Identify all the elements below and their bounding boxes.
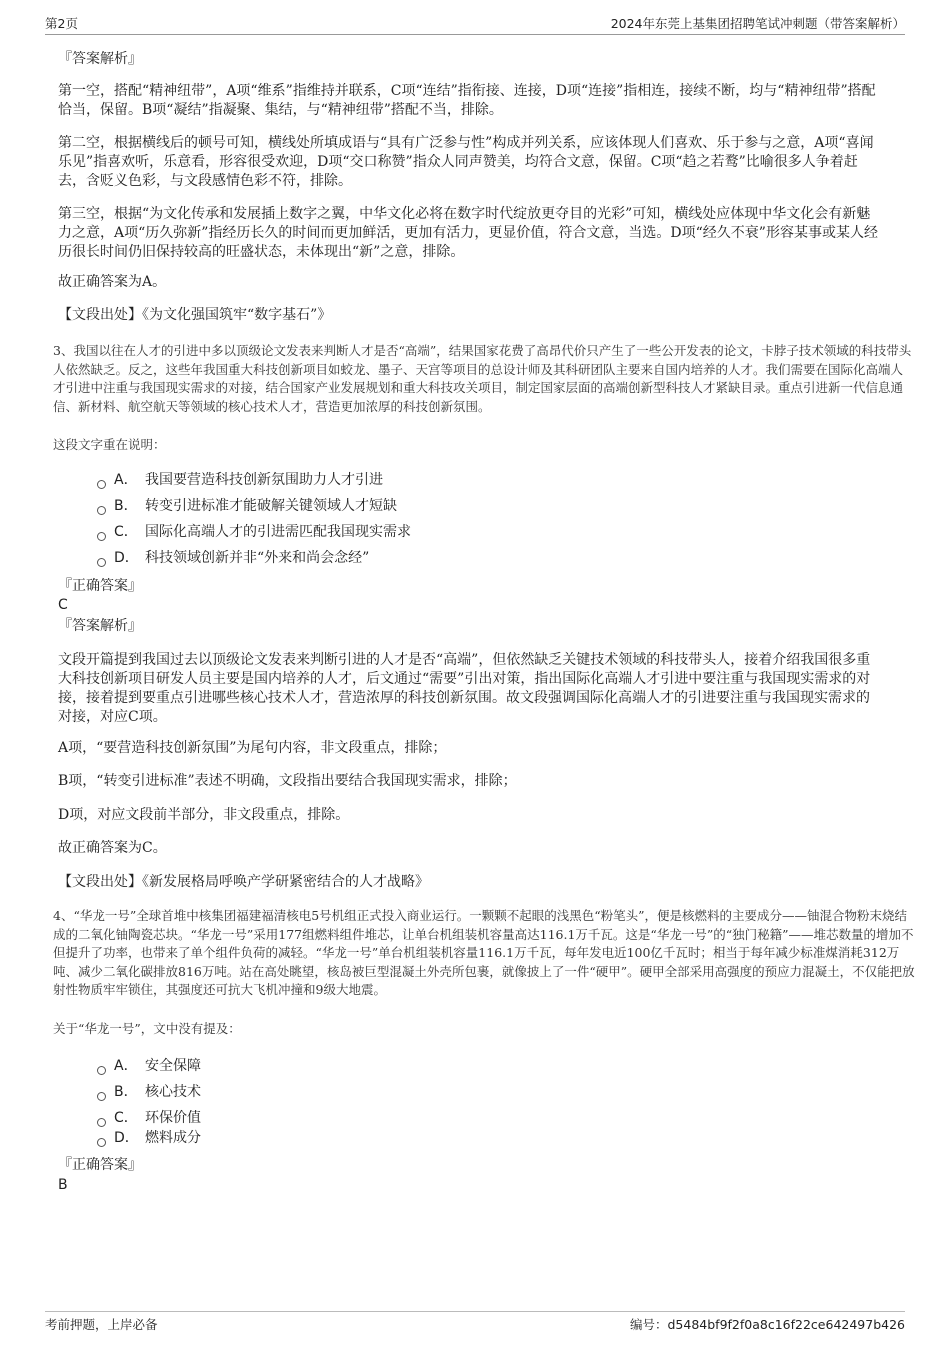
radio-button-icon[interactable] [97, 1138, 106, 1147]
q4-stem: 4、“华龙一号”全球首堆中核集团福建福清核电5号机组正式投入商业运行。一颗颗不起眼的浅黑色“粉笔头”，便是核燃料的主要成分——铀混合物粉末烧结成的二氧化铀陶瓷芯块。“华龙一号”采用177组燃料组件堆芯，让单台机组装机容量高达116.1万千瓦。这是“华龙一号”的“独门秘籍”——堆芯数量的增加不但提升了功率，也带来了单个组件负荷的减轻。“华龙一号”单台机组装机容量116.1万千瓦，每年发电近100亿千瓦时；相当于每年减少标准煤消耗312万吨、减少二氧化碳排放816万吨。站在高处眺望，核岛被巨型混凝土外壳所包裹，就像披上了一件“硬甲”。硬甲全部采用高强度的预应力混凝土，不仅能把放射性物质牢牢锁住，其强度还可抗大飞机冲撞和9级大地震。 [53, 908, 915, 997]
option-letter: A． [114, 472, 138, 488]
radio-button-icon[interactable] [97, 506, 106, 515]
option-letter: D． [114, 550, 139, 566]
q3-analysis-para-1: 文段开篇提到我国过去以顶级论文发表来判断引进的人才是否“高端”，但依然缺乏关键技术领域的科技带头人，接着介绍我国很多重大科技创新项目研发人员主要是国内培养的人才，后文通过“需要”引出对策，指出国际化高端人才引进中要注重与我国现实需求的对接，接着提到要重点引进哪些核心技术人才，营造浓厚的科技创新氛围。故文段强调国际化高端人才的引进要注重与我国现实需求的对接，对应C项。 [58, 652, 871, 725]
radio-button-icon[interactable] [97, 1092, 106, 1101]
q3-option-a[interactable] [97, 470, 383, 490]
q3-option-d[interactable] [97, 548, 369, 568]
q2-source: 【文段出处】《为文化强国筑牢“数字基石”》 [58, 307, 332, 323]
option-letter: A． [114, 1058, 138, 1074]
radio-button-icon[interactable] [97, 558, 106, 567]
q3-option-b[interactable] [97, 496, 397, 516]
q3-conclusion: 故正确答案为C。 [58, 840, 167, 856]
q3-source: 【文段出处】《新发展格局呼唤产学研紧密结合的人才战略》 [58, 874, 429, 890]
page-header [45, 14, 905, 35]
option-text: 燃料成分 [145, 1130, 201, 1146]
option-text: 核心技术 [145, 1084, 201, 1100]
q2-analysis-label: 『答案解析』 [58, 51, 142, 67]
q4-option-a[interactable] [97, 1056, 201, 1076]
footer-slogan: 考前押题，上岸必备 [45, 1317, 158, 1332]
page-number: 第2页 [45, 16, 78, 31]
option-text: 安全保障 [145, 1058, 201, 1074]
document-title: 2024年东莞上基集团招聘笔试冲刺题（带答案解析） [610, 16, 905, 31]
q3-analysis-line-b: B项，“转变引进标准”表述不明确，文段指出要结合我国现实需求，排除； [58, 773, 517, 789]
option-text: 科技领域创新并非“外来和尚会念经” [145, 550, 370, 566]
q3-stem: 3、我国以往在人才的引进中多以顶级论文发表来判断人才是否“高端”，结果国家花费了高昂代价只产生了一些公开发表的论文，卡脖子技术领域的科技带头人依然缺乏。反之，这些年我国重大科技创新项目如蛟龙、墨子、天宫等项目的总设计师及其科研团队主要来自国内培养的人才。我们需要在国际化高端人才引进中注重与我国现实需求的对接，结合国家产业发展规划和重大科技攻关项目，制定国家层面的高端创新型科技人才紧缺目录。重点引进新一代信息通信、新材料、航空航天等领域的核心技术人才，营造更加浓厚的科技创新氛围。 [53, 343, 912, 414]
option-letter: C． [114, 524, 138, 540]
q2-analysis-para-3: 第三空，根据“为文化传承和发展插上数字之翼，中华文化必将在数字时代绽放更夺目的光彩”可知，横线处应体现中华文化会有新魅力之意，A项“历久弥新”指经历长久的时间而更加鲜活，更加有活力，更显价值，符合文意，当选。D项“经久不衰”形容某事或某人经历很长时间仍旧保持较高的旺盛状态，未体现出“新”之意，排除。 [58, 206, 878, 260]
option-text: 环保价值 [145, 1110, 201, 1126]
radio-button-icon[interactable] [97, 532, 106, 541]
option-text: 我国要营造科技创新氛围助力人才引进 [145, 472, 383, 488]
option-text: 转变引进标准才能破解关键领域人才短缺 [145, 498, 397, 514]
radio-button-icon[interactable] [97, 480, 106, 489]
q2-conclusion: 故正确答案为A。 [58, 274, 167, 290]
document-id: 编号：d5484bf9f2f0a8c16f22ce642497b426 [629, 1317, 905, 1332]
q4-option-c[interactable] [97, 1108, 201, 1128]
q3-answer-label: 『正确答案』 [58, 578, 142, 594]
q4-question: 关于“华龙一号”，文中没有提及： [53, 1021, 241, 1036]
q4-answer-label: 『正确答案』 [58, 1157, 142, 1173]
q2-analysis-para-2: 第二空，根据横线后的顿号可知，横线处所填成语与“具有广泛参与性”构成并列关系，应该体现人们喜欢、乐于参与之意，A项“喜闻乐见”指喜欢听，乐意看，形容很受欢迎，D项“交口称赞”指众人同声赞美，均符合文意，保留。C项“趋之若鹜”比喻很多人争着赶去，含贬义色彩，与文段感情色彩不符，排除。 [58, 135, 874, 189]
option-letter: B． [114, 1084, 138, 1100]
q3-option-c[interactable] [97, 522, 411, 542]
radio-button-icon[interactable] [97, 1118, 106, 1127]
q4-answer: B [58, 1177, 68, 1193]
option-letter: D． [114, 1130, 139, 1146]
q3-question: 这段文字重在说明： [53, 437, 166, 452]
q3-analysis-line-a: A项，“要营造科技创新氛围”为尾句内容，非文段重点，排除； [58, 740, 447, 756]
q4-option-d[interactable] [97, 1128, 201, 1148]
option-letter: C． [114, 1110, 138, 1126]
q3-analysis-line-d: D项，对应文段前半部分，非文段重点，排除。 [58, 807, 350, 823]
q3-answer: C [58, 597, 68, 613]
option-letter: B． [114, 498, 138, 514]
q2-analysis-para-1: 第一空，搭配“精神纽带”，A项“维系”指维持并联系，C项“连结”指衔接、连接，D项“连接”指相连，接续不断，均与“精神纽带”搭配恰当，保留。B项“凝结”指凝聚、集结，与“精神纽带”搭配不当，排除。 [58, 83, 876, 118]
option-text: 国际化高端人才的引进需匹配我国现实需求 [145, 524, 411, 540]
page-footer [45, 1311, 905, 1335]
q4-option-b[interactable] [97, 1082, 201, 1102]
radio-button-icon[interactable] [97, 1066, 106, 1075]
q3-analysis-label: 『答案解析』 [58, 618, 142, 634]
